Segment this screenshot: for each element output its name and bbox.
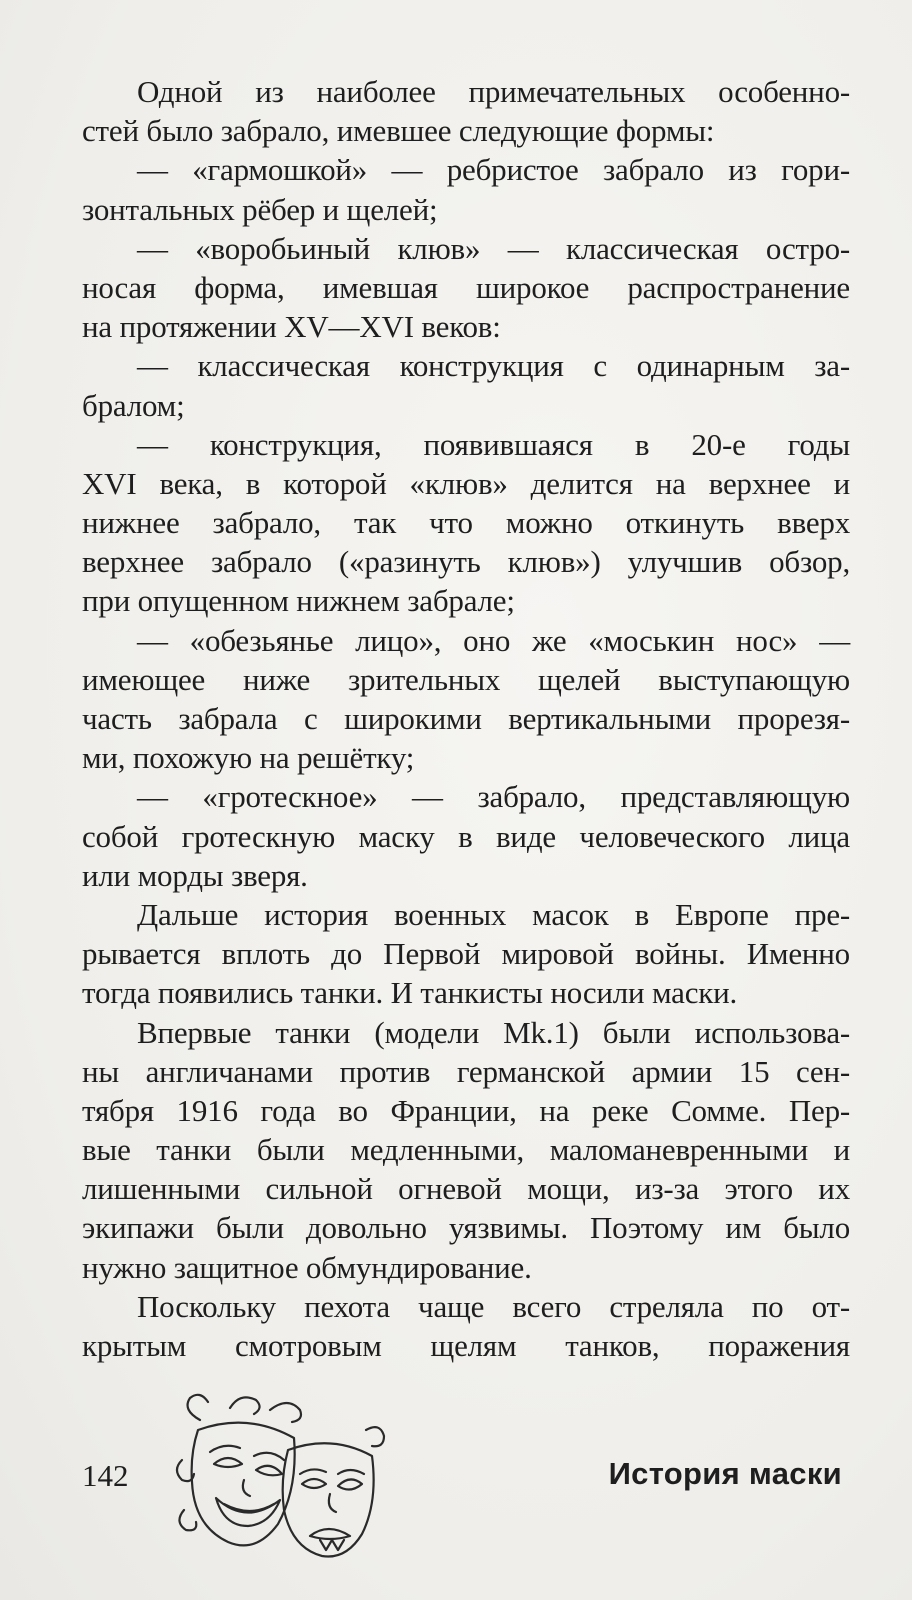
running-title: История маски [608,1456,842,1491]
text-line: — классическая конструкция с одинарным за- [137,348,850,384]
text-line: часть забрала с широкими вертикальными прорезя- [82,701,850,736]
text-line: ми, похожую на решётку; [82,740,415,776]
text-line: ны англичанами против германской армии 15 сен- [82,1053,850,1089]
text-line: собой гротескную маску в виде человеческого лица [82,818,850,854]
text-line: нужно защитное обмундирование. [82,1249,532,1285]
text-line: вые танки были медленными, маломаневренными и [82,1132,850,1168]
text-line: XVI века, в которой «клюв» делится на верхнее и [82,465,850,501]
text-line: стей было забрало, имевшее следующие формы: [82,113,715,149]
text-line: верхнее забрало («разинуть клюв») улучшив обзор, [82,544,850,580]
text-line: при опущенном нижнем забрале; [82,583,515,619]
text-line: носая форма, имевшая широкое распространение [82,269,850,305]
text-line: экипажи были довольно уязвимы. Поэтому им было [82,1210,850,1246]
text-line: — «гротескное» — забрало, представляющую [137,779,850,815]
text-line: зонтальных рёбер и щелей; [82,191,438,227]
page-footer [82,1450,850,1510]
text-line: тября 1916 года во Франции, на реке Сомме. Пер- [82,1092,850,1128]
page-number: 142 [82,1458,129,1493]
text-line: бралом; [82,387,185,423]
text-line: на протяжении XV—XVI веков: [82,309,501,345]
text-line: — конструкция, появившаяся в 20-е годы [137,426,850,462]
text-line: имеющее ниже зрительных щелей выступающую [82,661,850,697]
text-line: Поскольку пехота чаще всего стреляла по от- [137,1288,850,1324]
text-line: крытым смотровым щелям танков, поражения [82,1328,850,1363]
text-line: или морды зверя. [82,857,308,893]
text-line: — «гармошкой» — ребристое забрало из гори- [137,152,850,188]
text-line: нижнее забрало, так что можно откинуть вверх [82,505,850,541]
text-line: — «обезьянье лицо», оно же «моськин нос» — [137,622,850,658]
text-line: Впервые танки (модели Mk.1) были использова- [137,1014,850,1050]
text-line: Дальше история военных масок в Европе пре- [137,896,850,932]
text-line: — «воробьиный клюв» — классическая остро- [137,230,850,266]
text-line: тогда появились танки. И танкисты носили маски. [82,975,738,1011]
text-line: Одной из наиболее примечательных особенно- [137,74,850,109]
text-line: рывается вплоть до Первой мировой войны. Именно [82,936,850,972]
text-line: лишенными сильной огневой мощи, из-за этого их [82,1171,850,1207]
body-text [82,72,850,1365]
